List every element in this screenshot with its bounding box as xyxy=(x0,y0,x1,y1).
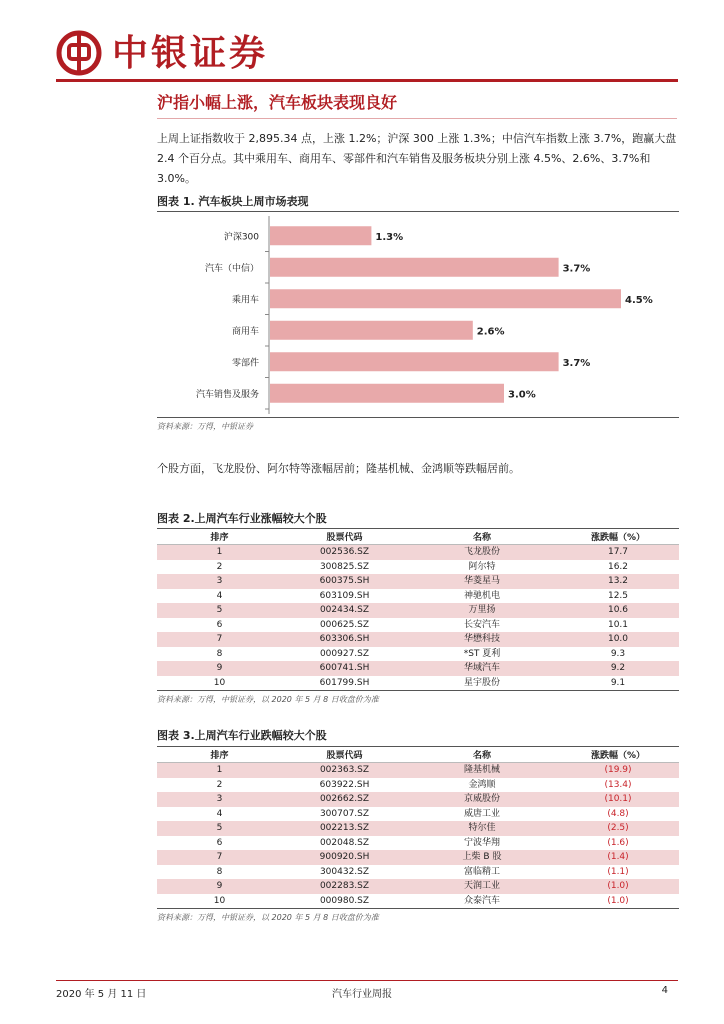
table3-cell-rank: 4 xyxy=(157,807,282,822)
table2-cell-rank: 6 xyxy=(157,618,282,633)
table3-cell-change: (1.6) xyxy=(557,836,679,851)
table3-cell-name: 特尔佳 xyxy=(407,821,557,836)
table3-cell-code: 002662.SZ xyxy=(282,792,407,807)
table2-cell-name: 万里扬 xyxy=(407,603,557,618)
table3-source: 资料来源：万得，中银证券，以 2020 年 5 月 8 日收盘价为准 xyxy=(157,913,379,922)
brand-name: 中银证券 xyxy=(112,32,269,74)
table3-cell-code: 002283.SZ xyxy=(282,879,407,894)
table3-cell-rank: 3 xyxy=(157,792,282,807)
table2-row xyxy=(157,661,679,676)
table2-cell-name: 华域汽车 xyxy=(407,661,557,676)
middle-paragraph: 个股方面，飞龙股份、阿尔特等涨幅居前；隆基机械、金鸿顺等跌幅居前。 xyxy=(157,462,520,475)
table2-cell-code: 002536.SZ xyxy=(282,545,407,560)
table3-row xyxy=(157,763,679,778)
table2-row xyxy=(157,676,679,691)
table2-cell-code: 601799.SH xyxy=(282,676,407,691)
table2-cell-name: 星宇股份 xyxy=(407,676,557,691)
table2-cell-rank: 8 xyxy=(157,647,282,662)
table2-cell-change: 9.2 xyxy=(557,661,679,676)
table2-header-code: 股票代码 xyxy=(282,529,407,545)
table3-cell-rank: 7 xyxy=(157,850,282,865)
table2-row xyxy=(157,560,679,575)
table3-cell-code: 603922.SH xyxy=(282,778,407,793)
table3-row xyxy=(157,792,679,807)
table3-cell-name: 宁波华翔 xyxy=(407,836,557,851)
table2-cell-name: 华懋科技 xyxy=(407,632,557,647)
table3-cell-change: (1.0) xyxy=(557,894,679,909)
table2-cell-code: 002434.SZ xyxy=(282,603,407,618)
table2-cell-change: 17.7 xyxy=(557,545,679,560)
table3-cell-change: (19.9) xyxy=(557,763,679,778)
table2-cell-rank: 3 xyxy=(157,574,282,589)
table2-cell-change: 12.5 xyxy=(557,589,679,604)
table3-header-change: 涨跌幅（%） xyxy=(557,747,679,763)
table2-cell-code: 600375.SH xyxy=(282,574,407,589)
table3-cell-rank: 5 xyxy=(157,821,282,836)
table3-cell-rank: 1 xyxy=(157,763,282,778)
chart-bar xyxy=(270,226,371,245)
table2-cell-rank: 7 xyxy=(157,632,282,647)
table3-row xyxy=(157,894,679,909)
chart-category-label: 沪深300 xyxy=(223,232,259,243)
footer-page-number: 4 xyxy=(661,985,668,996)
table2-cell-rank: 4 xyxy=(157,589,282,604)
footer-report-name: 汽车行业周报 xyxy=(332,989,392,1000)
chart-data-label: 1.3% xyxy=(375,231,404,243)
table2-header-change: 涨跌幅（%） xyxy=(557,529,679,545)
table2-cell-change: 10.1 xyxy=(557,618,679,633)
chart-data-label: 2.6% xyxy=(476,326,505,338)
table2-cell-name: *ST 夏利 xyxy=(407,647,557,662)
table2-row xyxy=(157,589,679,604)
table2-cell-rank: 1 xyxy=(157,545,282,560)
chart-bar xyxy=(270,352,559,371)
table3-cell-change: (1.4) xyxy=(557,850,679,865)
table3-cell-code: 300432.SZ xyxy=(282,865,407,880)
table2-cell-change: 9.3 xyxy=(557,647,679,662)
table3-header-row xyxy=(157,747,679,763)
table2-cell-code: 600741.SH xyxy=(282,661,407,676)
table3-cell-rank: 2 xyxy=(157,778,282,793)
table2-cell-code: 603109.SH xyxy=(282,589,407,604)
section-title: 沪指小幅上涨，汽车板块表现良好 xyxy=(157,92,677,119)
table3-cell-change: (10.1) xyxy=(557,792,679,807)
chart-bar xyxy=(270,258,559,277)
table3-row xyxy=(157,807,679,822)
table3-cell-rank: 9 xyxy=(157,879,282,894)
table3-cell-change: (1.0) xyxy=(557,879,679,894)
table3-cell-name: 天润工业 xyxy=(407,879,557,894)
header-rule xyxy=(56,79,678,82)
table2-cell-code: 000625.SZ xyxy=(282,618,407,633)
table3-cell-change: (13.4) xyxy=(557,778,679,793)
table2-cell-change: 10.0 xyxy=(557,632,679,647)
table2-cell-code: 300825.SZ xyxy=(282,560,407,575)
chart-bar xyxy=(270,384,504,403)
table3-header-code: 股票代码 xyxy=(282,747,407,763)
table2-header-rank: 排序 xyxy=(157,529,282,545)
table3-title: 图表 3.上周汽车行业跌幅较大个股 xyxy=(157,729,327,742)
chart-data-label: 4.5% xyxy=(625,294,653,306)
table2-cell-rank: 2 xyxy=(157,560,282,575)
table3-row xyxy=(157,879,679,894)
figure1-bottom-rule xyxy=(157,417,679,418)
table2-row xyxy=(157,574,679,589)
chart-category-label: 汽车销售及服务 xyxy=(195,389,259,400)
table2-cell-rank: 5 xyxy=(157,603,282,618)
table3-row xyxy=(157,865,679,880)
table3-row xyxy=(157,850,679,865)
table2-row xyxy=(157,632,679,647)
chart-data-label: 3.0% xyxy=(508,389,536,401)
table3-cell-rank: 8 xyxy=(157,865,282,880)
table2-source: 资料来源：万得，中银证券，以 2020 年 5 月 8 日收盘价为准 xyxy=(157,695,379,704)
table3-row xyxy=(157,821,679,836)
table3-cell-rank: 6 xyxy=(157,836,282,851)
table3-cell-change: (1.1) xyxy=(557,865,679,880)
table2-header-name: 名称 xyxy=(407,529,557,545)
chart-category-label: 零部件 xyxy=(231,358,259,369)
table2-cell-code: 603306.SH xyxy=(282,632,407,647)
chart-category-label: 汽车（中信） xyxy=(204,263,259,274)
table3-cell-rank: 10 xyxy=(157,894,282,909)
table3-cell-change: (4.8) xyxy=(557,807,679,822)
table3-cell-name: 金鸿顺 xyxy=(407,778,557,793)
table3 xyxy=(157,746,679,909)
chart-data-label: 3.7% xyxy=(562,263,591,275)
figure1-title: 图表 1. 汽车板块上周市场表现 xyxy=(157,195,309,208)
table2-cell-name: 阿尔特 xyxy=(407,560,557,575)
table2-header-row xyxy=(157,529,679,545)
table3-cell-name: 京威股份 xyxy=(407,792,557,807)
table3-row xyxy=(157,778,679,793)
intro-paragraph: 上周上证指数收于 2,895.34 点，上涨 1.2%；沪深 300 上涨 1.3%；中信汽车指数上涨 3.7%，跑赢大盘 2.4 个百分点。其中乘用车、商用车、零部件和汽车销售及服务板块分别上涨 4.5%、2.6%、3.7%和 3.0%。 xyxy=(157,132,677,185)
table3-row xyxy=(157,836,679,851)
table2-row xyxy=(157,618,679,633)
table2-cell-change: 10.6 xyxy=(557,603,679,618)
chart-bar xyxy=(270,289,621,308)
table3-header-name: 名称 xyxy=(407,747,557,763)
chart-category-label: 乘用车 xyxy=(231,295,259,306)
bank-of-china-logo-icon xyxy=(56,30,102,76)
figure1-source: 资料来源：万得，中银证券 xyxy=(157,422,253,431)
table3-cell-name: 富临精工 xyxy=(407,865,557,880)
table2-row xyxy=(157,603,679,618)
table3-cell-code: 002048.SZ xyxy=(282,836,407,851)
table2-cell-name: 长安汽车 xyxy=(407,618,557,633)
chart-category-label: 商用车 xyxy=(231,326,259,337)
table2 xyxy=(157,528,679,691)
figure1-top-rule xyxy=(157,211,679,212)
table3-cell-name: 威唐工业 xyxy=(407,807,557,822)
footer-rule xyxy=(56,980,678,981)
footer-date: 2020 年 5 月 11 日 xyxy=(56,989,147,1000)
table3-cell-code: 300707.SZ xyxy=(282,807,407,822)
table2-cell-change: 13.2 xyxy=(557,574,679,589)
table2-cell-rank: 10 xyxy=(157,676,282,691)
table3-header-rank: 排序 xyxy=(157,747,282,763)
table3-cell-name: 上柴 B 股 xyxy=(407,850,557,865)
table3-cell-code: 900920.SH xyxy=(282,850,407,865)
table3-cell-code: 000980.SZ xyxy=(282,894,407,909)
table3-cell-code: 002213.SZ xyxy=(282,821,407,836)
table3-cell-name: 隆基机械 xyxy=(407,763,557,778)
table2-cell-name: 飞龙股份 xyxy=(407,545,557,560)
table3-cell-change: (2.5) xyxy=(557,821,679,836)
figure1-bar-chart xyxy=(157,214,679,416)
table3-cell-code: 002363.SZ xyxy=(282,763,407,778)
table2-title: 图表 2.上周汽车行业涨幅较大个股 xyxy=(157,512,327,525)
table2-cell-name: 华菱星马 xyxy=(407,574,557,589)
table2-cell-rank: 9 xyxy=(157,661,282,676)
chart-data-label: 3.7% xyxy=(562,357,591,369)
table3-cell-name: 众泰汽车 xyxy=(407,894,557,909)
table2-cell-code: 000927.SZ xyxy=(282,647,407,662)
table2-cell-change: 9.1 xyxy=(557,676,679,691)
table2-row xyxy=(157,647,679,662)
table2-row xyxy=(157,545,679,560)
table2-cell-name: 神驰机电 xyxy=(407,589,557,604)
table2-cell-change: 16.2 xyxy=(557,560,679,575)
chart-bar xyxy=(270,321,473,340)
